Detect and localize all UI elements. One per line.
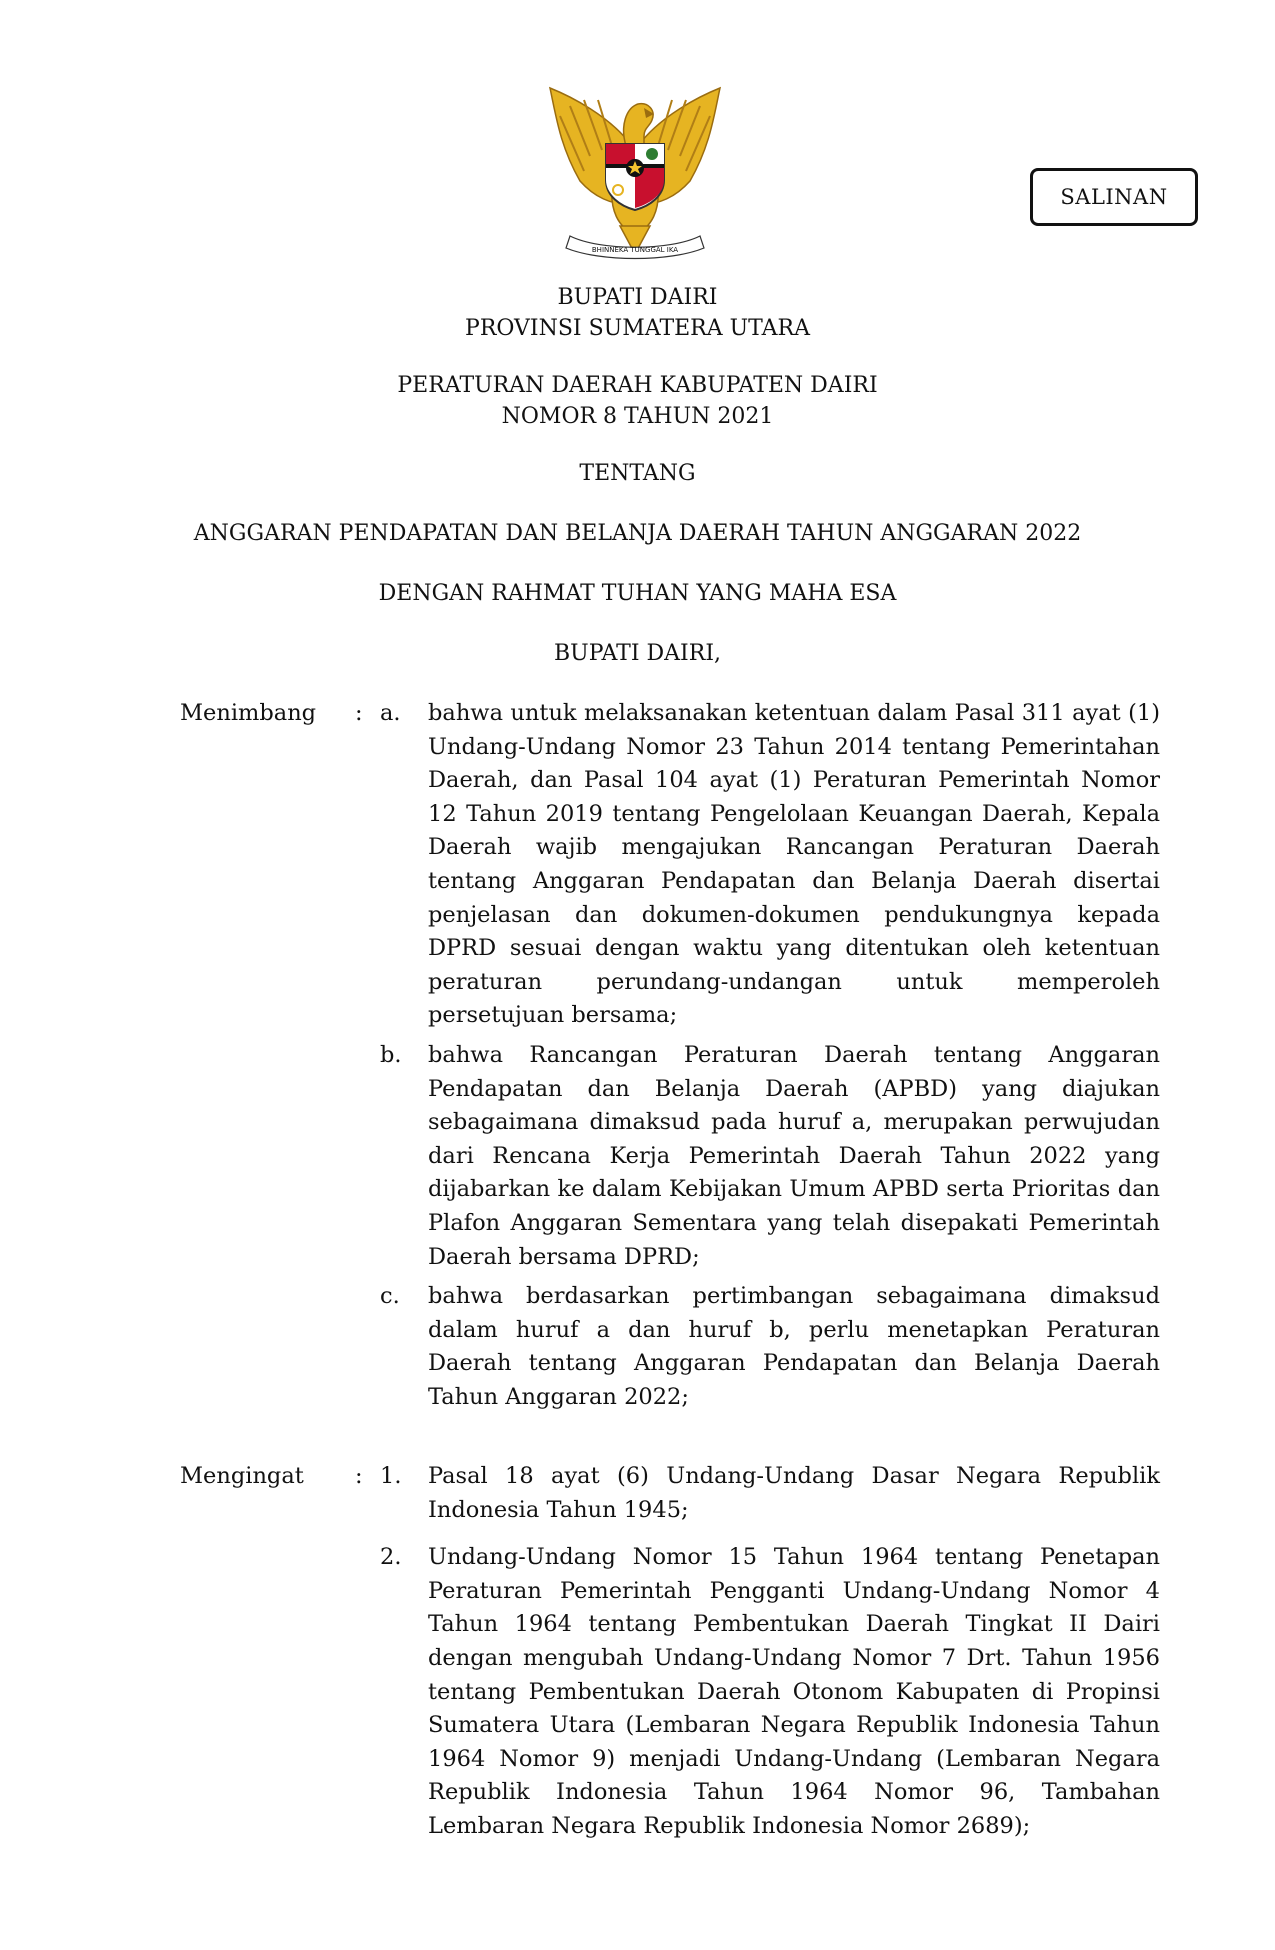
menimbang-section xyxy=(180,697,1160,1414)
item-text: bahwa Rancangan Peraturan Daerah tentang Anggaran Pendapatan dan Belanja Daerah (APBD) yang diajukan sebagaimana dimaksud pada huruf a, merupakan perwujudan dari Rencana Kerja Pemerintah Daerah Tahun 2022 yang dijabarkan ke dalam Kebijakan Umum APBD serta Prioritas dan Plafon Anggaran Sementara yang telah disepakati Pemerintah Daerah bersama DPRD; xyxy=(428,1041,1160,1270)
item-marker: b. xyxy=(380,1041,402,1068)
mengingat-item-1 xyxy=(380,1460,1160,1527)
title-invocation: DENGAN RAHMAT TUHAN YANG MAHA ESA xyxy=(378,581,897,606)
item-marker: 1. xyxy=(380,1463,402,1489)
title-regent-signatory: BUPATI DAIRI, xyxy=(554,641,721,666)
item-marker: c. xyxy=(380,1283,400,1310)
title-subject: ANGGARAN PENDAPATAN DAN BELANJA DAERAH TAHUN ANGGARAN 2022 xyxy=(193,521,1082,546)
item-text: bahwa untuk melaksanakan ketentuan dalam Pasal 311 ayat (1) Undang-Undang Nomor 23 Tahun 2014 tentang Pemerintahan Daerah, dan Pasal 104 ayat (1) Peraturan Pemerintah Nomor 12 Tahun 2019 tentang Pengelolaan Keuangan Daerah, Kepala Daerah wajib mengajukan Rancangan Peraturan Daerah tentang Anggaran Pendapatan dan Belanja Daerah disertai penjelasan dan dokumen-dokumen pendukungnya kepada DPRD sesuai dengan waktu yang ditentukan oleh ketentuan peraturan perundang-undangan untuk memperoleh persetujuan bersama; xyxy=(428,700,1160,1029)
title-number: NOMOR 8 TAHUN 2021 xyxy=(501,404,774,429)
menimbang-colon: : xyxy=(355,700,363,726)
mengingat-section xyxy=(180,1460,1160,1844)
svg-text:BHINNEKA TUNGGAL IKA: BHINNEKA TUNGGAL IKA xyxy=(591,246,679,254)
item-text: Undang-Undang Nomor 15 Tahun 1964 tentang Penetapan Peraturan Pemerintah Pengganti Undang-Undang Nomor 4 Tahun 1964 tentang Pembentukan Daerah Tingkat II Dairi dengan mengubah Undang-Undang Nomor 7 Drt. Tahun 1956 tentang Pembentukan Daerah Otonom Kabupaten di Propinsi Sumatera Utara (Lembaran Negara Republik Indonesia Tahun 1964 Nomor 9) menjadi Undang-Undang (Lembaran Negara Republik Indonesia Tahun 1964 Nomor 96, Tambahan Lembaran Negara Republik Indonesia Nomor 2689); xyxy=(428,1544,1160,1839)
item-marker: 2. xyxy=(380,1544,402,1571)
mengingat-label: Mengingat xyxy=(180,1463,304,1489)
title-tentang: TENTANG xyxy=(579,461,696,486)
menimbang-item-b xyxy=(380,1039,1160,1274)
title-regent: BUPATI DAIRI xyxy=(557,285,718,310)
title-regulation: PERATURAN DAERAH KABUPATEN DAIRI xyxy=(397,373,878,398)
menimbang-item-a xyxy=(380,697,1160,1033)
item-text: Pasal 18 ayat (6) Undang-Undang Dasar Negara Republik Indonesia Tahun 1945; xyxy=(428,1463,1160,1523)
mengingat-item-2 xyxy=(380,1541,1160,1843)
item-marker: a. xyxy=(380,700,401,726)
title-province: PROVINSI SUMATERA UTARA xyxy=(465,316,810,341)
salinan-stamp: SALINAN xyxy=(1030,168,1198,226)
menimbang-item-c xyxy=(380,1280,1160,1414)
item-text: bahwa berdasarkan pertimbangan sebagaimana dimaksud dalam huruf a dan huruf b, perlu menetapkan Peraturan Daerah tentang Anggaran Pendapatan dan Belanja Daerah Tahun Anggaran 2022; xyxy=(428,1283,1160,1410)
garuda-emblem-icon xyxy=(540,86,730,266)
menimbang-label: Menimbang xyxy=(180,700,317,726)
mengingat-colon: : xyxy=(355,1463,363,1489)
